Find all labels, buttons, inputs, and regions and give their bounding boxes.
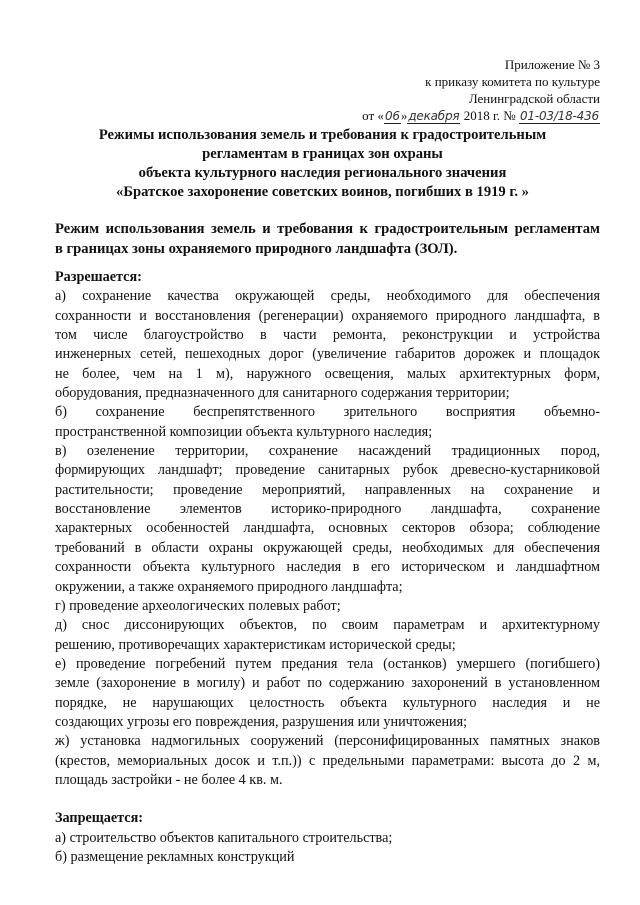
- allowed-item-b: [55, 403, 600, 442]
- paragraph-line: г) проведение археологических полевых работ;: [55, 597, 341, 614]
- prohibited-item-b: [55, 848, 600, 867]
- paragraph-line: восстановление элементов историко-природного ландшафта, сохранение: [55, 501, 600, 518]
- paragraph-line: том числе благоустройство в части ремонта, реконструкции и устройства: [55, 327, 600, 344]
- allowed-item-v: [55, 442, 600, 597]
- paragraph-line: пространственной композиции объекта культурного наследия;: [55, 423, 433, 440]
- paragraph-line: б) размещение рекламных конструкций: [55, 848, 295, 865]
- paragraph-line: а) сохранение качества окружающей среды, необходимого для обеспечения: [55, 288, 600, 305]
- paragraph-line: окружении, а также охраняемого природного ландшафта;: [55, 578, 403, 595]
- paragraph-line: (крестов, мемориальных досок и т.п.)) с предельными параметрами: высота до 2 м,: [55, 752, 600, 769]
- paragraph-line: в) озеленение территории, сохранение насаждений традиционных пород,: [55, 443, 600, 460]
- paragraph-line: характерных особенностей ландшафта, основных секторов обзора; соблюдение: [55, 520, 600, 537]
- paragraph-line: создающих угрозы его повреждения, разрушения или уничтожения;: [55, 713, 468, 730]
- allowed-heading: Разрешается:: [55, 269, 142, 285]
- order-date-line: [300, 107, 600, 125]
- section-title: [55, 220, 600, 259]
- title-line: регламентам в границах зон охраны: [202, 146, 443, 162]
- date-year: 2018 г. №: [460, 108, 519, 123]
- prohibited-item-a: [55, 829, 600, 848]
- paragraph-line: не более, чем на 1 м), наружного освещения, малых архитектурных форм,: [55, 365, 600, 382]
- paragraph-line: ж) установка надмогильных сооружений (персонифицированных памятных знаков: [55, 733, 600, 750]
- allowed-item-e: [55, 655, 600, 732]
- paragraph-line: растительности; проведение мероприятий, направленных на сохранение и: [55, 481, 600, 498]
- region-name: Ленинградской области: [468, 91, 600, 106]
- section-title-line: Режим использования земель и требования к градостроительным регламентам: [55, 221, 600, 237]
- section-title-line: в границах зоны охраняемого природного ландшафта (ЗОЛ).: [55, 240, 458, 257]
- paragraph-line: порядке, не нарушающих целостность объекта культурного наследия и не: [55, 694, 600, 711]
- date-prefix: от «: [362, 108, 384, 123]
- paragraph-line: сохранности объекта культурного наследия в его историческом и ландшафтном: [55, 559, 600, 576]
- paragraph-line: оборудования, предназначенного для санитарного содержания территории;: [55, 385, 510, 402]
- paragraph-line: д) снос диссонирующих объектов, по своим параметрам и архитектурному: [55, 617, 600, 634]
- allowed-item-d: [55, 616, 600, 655]
- allowed-item-g: [55, 597, 600, 616]
- appendix-header: [300, 56, 600, 125]
- title-line: Режимы использования земель и требования к градостроительным: [98, 127, 547, 143]
- order-reference: к приказу комитета по культуре: [425, 74, 600, 89]
- paragraph-line: е) проведение погребений путем предания тела (останков) умершего (погибшего): [55, 655, 600, 672]
- section-gap: [55, 790, 600, 809]
- allowed-item-a: [55, 287, 600, 403]
- title-line: объекта культурного наследия регионального значения: [138, 165, 507, 181]
- date-mid: »: [400, 108, 408, 123]
- handwritten-day: 06: [384, 109, 400, 123]
- paragraph-line: земле (захоронение в могилу) и работ по содержанию захоронений в установленном: [55, 675, 600, 692]
- paragraph-line: формирующих ландшафт; проведение санитарных рубок древесно-кустарниковой: [55, 462, 600, 479]
- paragraph-line: инженерных сетей, пешеходных дорог (увеличение габаритов дорожек и площадок: [55, 346, 600, 363]
- document-body: [55, 268, 600, 867]
- handwritten-month: декабря: [408, 109, 460, 123]
- paragraph-line: решению, противоречащих характеристикам исторической среды;: [55, 636, 456, 653]
- appendix-number: Приложение № 3: [504, 57, 600, 72]
- paragraph-line: б) сохранение беспрепятственного зрительного восприятия объемно-: [55, 404, 600, 421]
- document-title: [55, 126, 590, 202]
- prohibited-heading: Запрещается:: [55, 810, 143, 827]
- paragraph-line: требований в области охраны окружающей среды, необходимых для обеспечения: [55, 539, 600, 556]
- title-line: «Братское захоронение советских воинов, погибших в 1919 г. »: [116, 184, 529, 200]
- paragraph-line: сохранности и восстановления (регенерации) охраняемого природного ландшафта, в: [55, 307, 600, 324]
- handwritten-order-number: 01-03/18-436: [519, 109, 599, 123]
- allowed-item-zh: [55, 732, 600, 790]
- paragraph-line: площадь застройки - не более 4 кв. м.: [55, 771, 283, 788]
- paragraph-line: а) строительство объектов капитального строительства;: [55, 829, 393, 846]
